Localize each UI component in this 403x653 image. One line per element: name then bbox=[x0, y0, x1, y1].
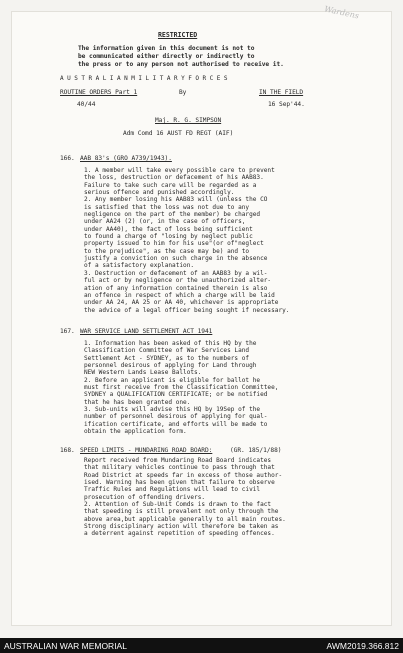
commander-name: Maj. R. G. SIMPSON bbox=[155, 117, 222, 124]
notice-line-3: the press or to any person not authorised to receive it. bbox=[78, 61, 284, 68]
footer-institution: AUSTRALIAN WAR MEMORIAL bbox=[4, 641, 127, 651]
order-number-166: 166. bbox=[60, 155, 75, 162]
notice-line-2: be communicated either directly or indirectly to bbox=[78, 53, 255, 60]
order-date: 16 Sep'44. bbox=[268, 101, 305, 108]
order-body-167: 1. Information has been asked of this HQ by the Classification Committee of War Services Land Settlement Act - SYDNEY, as to the numbers of personnel desirous of applying for Land through NEW Western Lands Lease Ballots. 2. Before an applicant is eligible for ballot he must first receive from the Classification Committee, SYDNEY a QUALIFICATION CERTIFICATE; or be notified that he has been granted one. 3. Sub-units will advise this HQ by 19Sep of the number of personnel desirous of applying for qual- ification certificate, and efforts will be made to obtain the application form. bbox=[84, 340, 279, 436]
order-body-168: Report received from Mundaring Road Board indicates that military vehicles continue to pass through that Road District at speeds far in excess of those author- ised. Warning has been given that failure to observe Traffic Rules and Regulations will lead to civil prosecution of offending drivers. 2. Attention of Sub-Unit Comds is drawn to the fact that speeding is still prevalent not only through the above area,but applicable generally to all main routes. Strong disciplinary action will therefore be taken as a deterrent against repetition of speeding offences. bbox=[84, 457, 286, 538]
order-title-166: AAB 83's (GRO A739/1943). bbox=[80, 155, 172, 162]
order-number: 40/44 bbox=[77, 101, 96, 108]
order-body-166: 1. A member will take every possible care to prevent the loss, destruction or defacement of his AAB83. Failure to take such care will be regarded as a serious offence and punished accordingly. 2. Any member losing his AAB83 will (unless the CO is satisfied that the loss was not due to any negligence on the part of the member) be charged under AA24 (2) (or, in the case of officers, under AA40), the fact of loss being sufficient to found a charge of "losing by neglect public property issued to him for his use"(or of"neglect to the prejudice", as the case may be) and to justify a conviction on such charge in the absence of a satisfactory explanation. 3. Destruction or defacement of an AAB83 by a wil- ful act or by negligence or the unauthorized alter- ation of any information contained therein is also an offence in respect of which a charge will be laid under AA 24, AA 25 or AA 40, whichever is appropriate the advice of a legal officer being sought if necessary. bbox=[84, 167, 290, 314]
footer-bar bbox=[0, 638, 403, 653]
orders-by: By bbox=[179, 89, 187, 96]
handwritten-annotation: Wardens bbox=[323, 4, 360, 21]
order-number-168: 168. bbox=[60, 447, 75, 454]
order-title-167: WAR SERVICE LAND SETTLEMENT ACT 1941 bbox=[80, 328, 213, 335]
notice-line-1: The information given in this document is not to bbox=[78, 45, 255, 52]
unit-name: Adm Comd 16 AUST FD REGT (AIF) bbox=[123, 130, 234, 137]
orders-place: IN THE FIELD bbox=[259, 89, 304, 96]
order-number-167: 167. bbox=[60, 328, 75, 335]
order-title-168: SPEED LIMITS - MUNDARING ROAD BOARD: bbox=[80, 447, 213, 454]
classification-heading: RESTRICTED bbox=[158, 31, 198, 39]
force-title: A U S T R A L I A N M I L I T A R Y F O R C E S bbox=[60, 75, 228, 82]
footer-accession-number: AWM2019.366.812 bbox=[326, 641, 399, 651]
routine-orders-label: ROUTINE ORDERS Part 1 bbox=[60, 89, 138, 96]
order-ref-168: (GR. 185/1/88) bbox=[230, 447, 282, 454]
